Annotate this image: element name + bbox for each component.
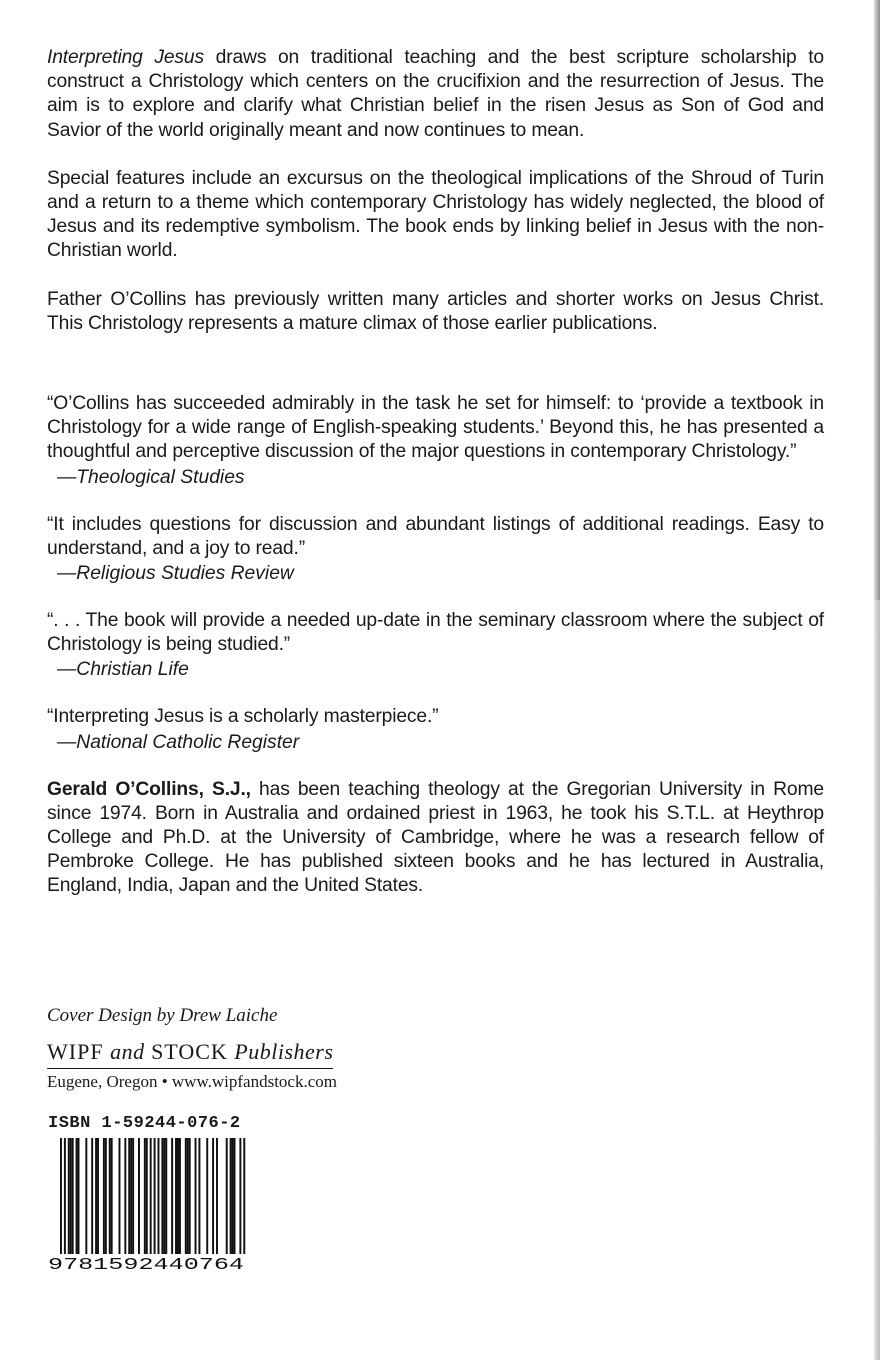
barcode-bar (234, 1138, 236, 1254)
review-quote (47, 513, 824, 587)
barcode-bar (109, 1138, 111, 1254)
cover-design-credit: Cover Design by Drew Laiche (47, 1005, 278, 1026)
barcode-bar (72, 1138, 74, 1254)
barcode-digits: 9781592440764 (48, 1256, 244, 1272)
barcode-bar (195, 1138, 197, 1254)
barcode-bar (171, 1138, 173, 1254)
blurb-paragraph-1 (47, 46, 824, 143)
barcode-bar (76, 1138, 78, 1254)
publisher-location: Eugene, Oregon • www.wipfandstock.com (47, 1072, 337, 1091)
barcode-bar (64, 1138, 66, 1266)
barcode-bar (78, 1138, 80, 1254)
barcode-bar (230, 1138, 232, 1254)
barcode-bar (212, 1138, 214, 1254)
page-edge-shadow-dark (874, 0, 880, 600)
author-bio (47, 778, 824, 899)
barcode-bar (105, 1138, 107, 1254)
barcode-bar (70, 1138, 72, 1254)
isbn-label: ISBN 1-59244-076-2 (48, 1114, 241, 1133)
barcode-bars (60, 1138, 245, 1266)
barcode-bar (232, 1138, 234, 1254)
barcode-bar (97, 1138, 99, 1254)
barcode-bar (158, 1138, 160, 1254)
publisher-name-part3: Publishers (234, 1039, 334, 1064)
publisher-name-part1: WIPF (47, 1039, 111, 1064)
blurb-paragraph-2: Special features include an excursus on the theological implications of the Shroud of Turin and a return to a theme which contemporary Christology has widely neglected, the blood of Jesus and its redemptive symbolism. The book ends by linking belief in Jesus with the non-Christian world. (47, 167, 824, 262)
barcode-bar (165, 1138, 167, 1254)
barcode-bar (177, 1138, 179, 1254)
barcode-bar (150, 1138, 152, 1266)
barcode-bar (144, 1138, 146, 1254)
barcode-bar (243, 1138, 245, 1266)
barcode-bar (154, 1138, 156, 1266)
blurb-paragraph-1-text: draws on traditional teaching and the best scripture scholarship to construct a Christology which centers on the crucifixion and the resurrection of Jesus. The aim is to explore and clarify what Christian belief in the risen Jesus as Son of God and Savior of the world originally meant and now continues to mean. (47, 47, 824, 141)
review-source: —Theological Studies (57, 466, 245, 488)
barcode-bar (138, 1138, 140, 1254)
barcode-bar (132, 1138, 134, 1254)
review-quote (47, 705, 824, 755)
back-cover-text (47, 46, 824, 899)
barcode-bar (216, 1138, 218, 1254)
barcode-bar (91, 1138, 93, 1254)
barcode-bar (146, 1138, 148, 1254)
barcode-bar (68, 1138, 70, 1254)
barcode-bar (111, 1138, 113, 1254)
review-source: —National Catholic Register (57, 731, 300, 753)
review-text: “It includes questions for discussion and abundant listings of additional readings. Easy to understand, and a joy to read.” (47, 513, 824, 559)
review-text: “. . . The book will provide a needed up-date in the seminary classroom where the subject of Christology is being studied.” (47, 610, 824, 656)
author-name: Gerald O’Collins, S.J., (47, 778, 251, 800)
barcode-bar (128, 1138, 130, 1254)
book-title: Interpreting Jesus (47, 47, 204, 68)
barcode-bar (124, 1138, 126, 1254)
barcode-bar (175, 1138, 177, 1254)
barcode-bar (187, 1138, 189, 1254)
section-gap (47, 360, 824, 392)
barcode-bar (185, 1138, 187, 1254)
review-quote (47, 392, 824, 491)
barcode-bar (226, 1138, 228, 1254)
review-text: “O’Collins has succeeded admirably in the task he set for himself: to ‘provide a textbook in Christology for a wide range of English-speaking students.’ Beyond this, he has presented a thoughtful and perceptive discussion of the major questions in contemporary Christology.” (47, 393, 824, 463)
barcode-bar (130, 1138, 132, 1254)
barcode-bar (103, 1138, 105, 1254)
blurb-paragraph-3: Father O’Collins has previously written many articles and shorter works on Jesus Christ. This Christology represents a mature climax of those earlier publications. (47, 288, 824, 334)
review-text: “Interpreting Jesus is a scholarly masterpiece.” (47, 706, 439, 728)
author-bio-text: has been teaching theology at the Gregorian University in Rome since 1974. Born in Australia and ordained priest in 1963, he took his S.T.L. at Heythrop College and Ph.D. at the University of Cambridge, where he was a research fellow of Pembroke College. He has published sixteen books and he has lectured in Australia, England, India, Japan and the United States. (47, 778, 824, 897)
barcode-bar (189, 1138, 191, 1254)
barcode-bar (206, 1138, 208, 1254)
barcode-bar (119, 1138, 121, 1254)
review-source: —Christian Life (57, 659, 189, 681)
barcode-bar (179, 1138, 181, 1254)
review-quote (47, 609, 824, 683)
barcode-bar (161, 1138, 163, 1254)
barcode-bar (85, 1138, 87, 1254)
publisher-name (47, 1039, 333, 1069)
barcode-bar (239, 1138, 241, 1266)
review-source: —Religious Studies Review (57, 563, 294, 585)
barcode (46, 1138, 246, 1272)
barcode-bar (198, 1138, 200, 1254)
barcode-bar (95, 1138, 97, 1254)
publisher-name-part2: STOCK (144, 1039, 235, 1064)
barcode-bar (163, 1138, 165, 1254)
barcode-bar (60, 1138, 62, 1266)
publisher-name-and: and (110, 1039, 145, 1064)
